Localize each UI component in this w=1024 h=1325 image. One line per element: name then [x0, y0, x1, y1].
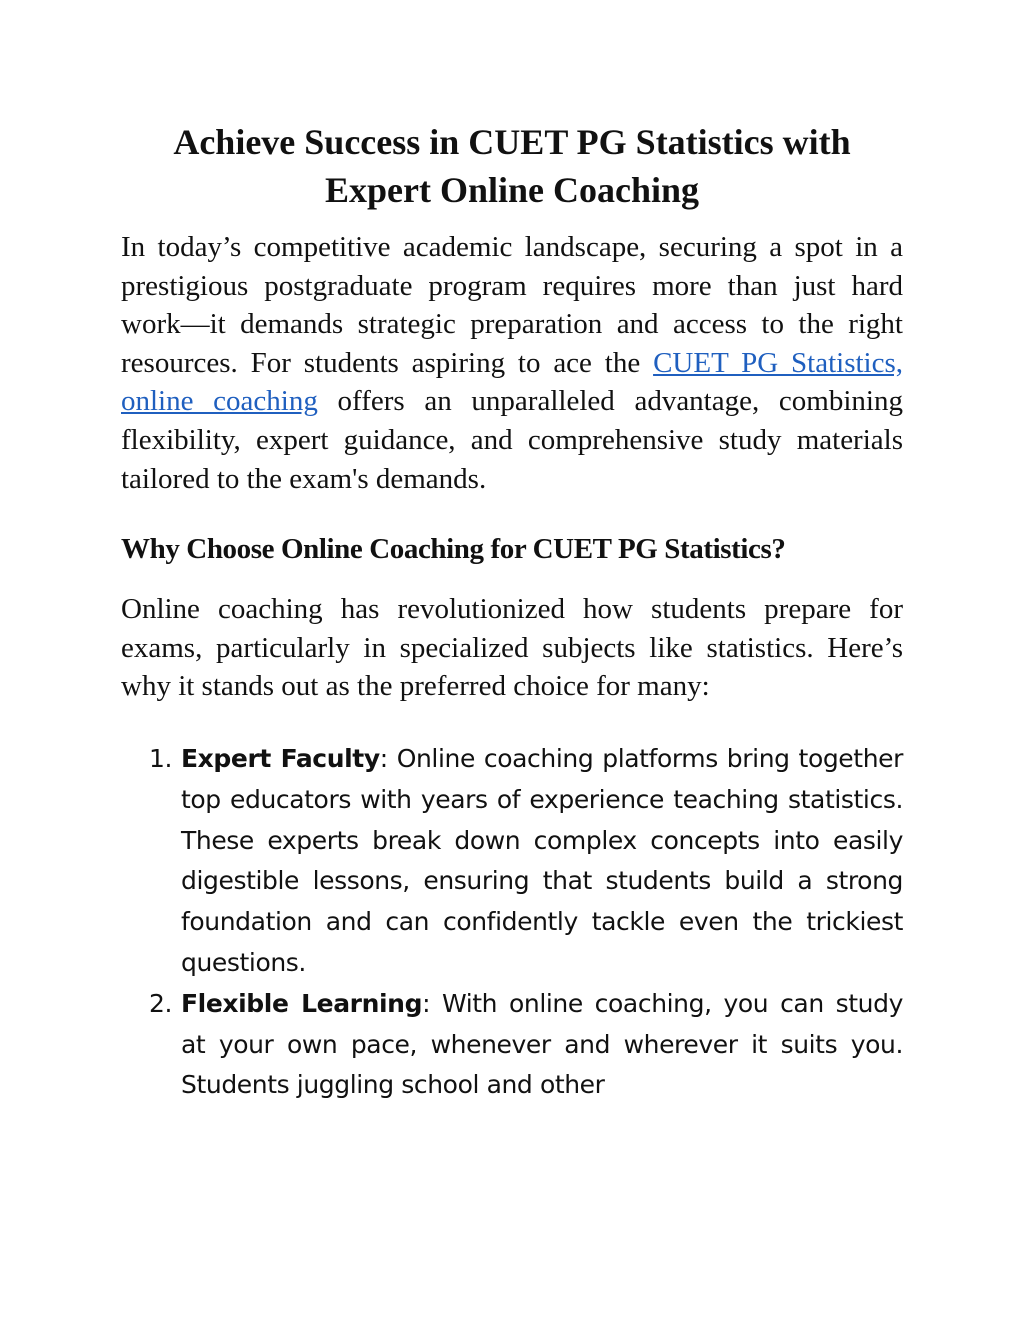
section-paragraph: Online coaching has revolutionized how students prepare for exams, particularly in specialized subjects like statistics. Here’s why it stands out as the preferred choice for many: [121, 593, 903, 703]
document-page [121, 118, 903, 1106]
intro-text-before-link: In today’s competitive academic landscape, securing a spot in a prestigious postgraduate program requires more than just hard work—it demands strategic preparation and access to the right resources. For students aspiring to ace the [121, 231, 903, 379]
list-item-text: : Online coaching platforms bring together top educators with years of experience teaching statistics. These experts break down complex concepts into easily digestible lessons, ensuring that students build a strong foundation and can confidently tackle even the trickiest questions. [181, 743, 903, 977]
benefits-list [121, 739, 903, 1106]
list-item-term: Flexible Learning [181, 988, 423, 1018]
list-item-text: : With online coaching, you can study at your own pace, whenever and wherever it suits you. Students juggling school and other [181, 988, 903, 1100]
intro-text-after-link: offers an unparalleled advantage, combining flexibility, expert guidance, and comprehensive study materials tailored to the exam's demands. [121, 385, 903, 495]
title-line-1: Achieve Success in CUET PG Statistics with [173, 122, 851, 162]
list-item-term: Expert Faculty [181, 743, 380, 773]
title-line-2: Expert Online Coaching [324, 170, 700, 210]
list-item-number: 2. [149, 988, 173, 1018]
list-item-number: 1. [149, 743, 173, 773]
cuet-pg-coaching-link[interactable]: CUET PG Statistics, online coaching [121, 346, 903, 418]
page-title [121, 118, 903, 214]
section-heading: Why Choose Online Coaching for CUET PG Statistics? [121, 533, 786, 566]
intro-paragraph [121, 228, 903, 498]
list-item [121, 984, 903, 1106]
list-item [121, 739, 903, 984]
